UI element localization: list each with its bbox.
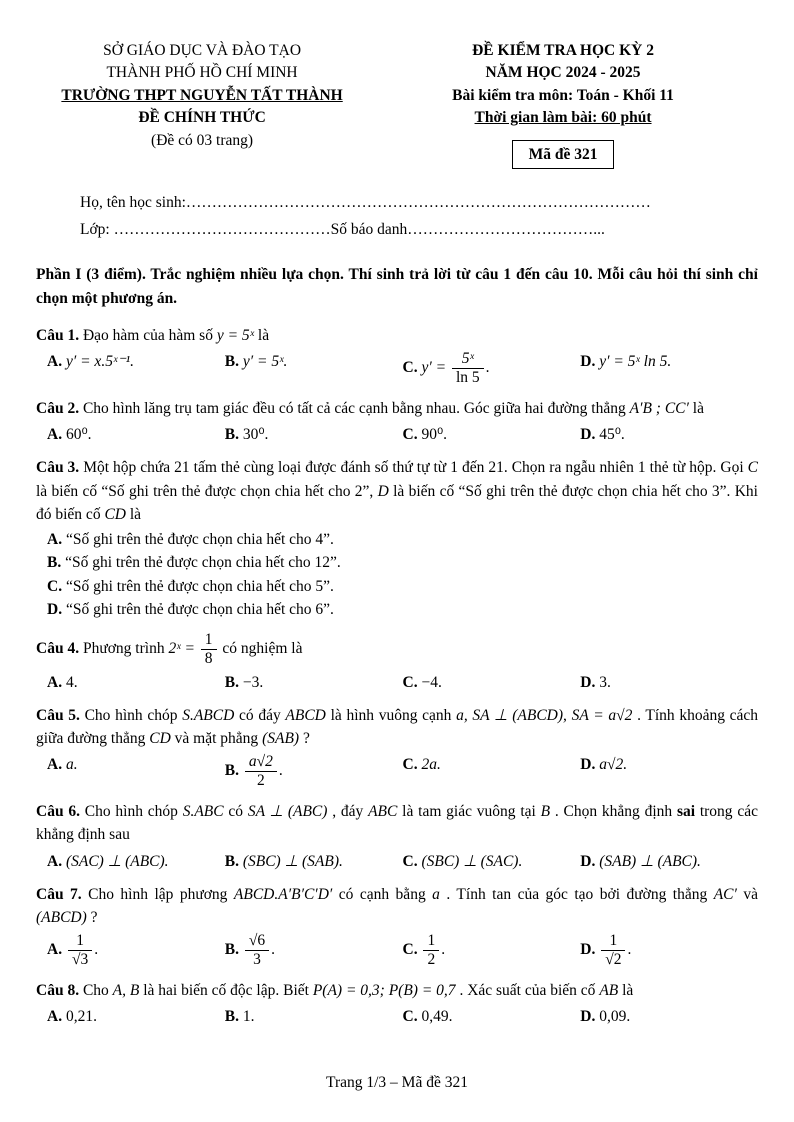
stem-math: ABC [368,803,403,820]
option-value: (SAC) ⊥ (ABC). [65,852,169,870]
question-8-options [36,1005,758,1028]
option-letter: A. [47,673,63,691]
question-8-label: Câu 8. [36,981,80,999]
option-letter: C. [402,756,418,774]
option-value: y′ = x.5ˣ⁻¹. [65,353,135,371]
stem-math: (SAB) [262,730,300,748]
option-5A [47,753,225,776]
stem-text: là tam giác vuông tại [402,803,541,820]
stem-text: và mặt phẳng [174,730,263,748]
option-letter: C. [402,1008,418,1026]
stem-text: Cho [82,981,113,999]
page-footer: Trang 1/3 – Mã đề 321 [326,1073,468,1091]
option-2A [47,423,225,446]
option-punct: . [278,762,283,780]
question-1-label: Câu 1. [36,326,80,344]
option-letter: D. [580,426,596,443]
student-name-line: Họ, tên học sinh:……………………………………………………………………………… [80,194,651,212]
question-3-stem [36,456,758,526]
option-7A [47,932,225,969]
fraction-numerator: 1 [423,932,439,951]
stem-text: là [257,326,270,344]
question-3-label: Câu 3. [36,459,80,477]
option-letter: A. [47,353,63,371]
question-1 [36,324,758,387]
stem-text: là biến cố “Số ghi trên thẻ được chọn chia hết cho 2”, [36,482,378,500]
option-value: 1. [242,1008,255,1026]
option-6A [47,850,225,873]
option-3C [47,575,758,598]
option-4A [47,671,225,694]
option-letter: B. [224,852,239,870]
question-6-stem [36,800,758,847]
option-value: a. [65,756,78,774]
stem-text: trong các khẳng định sau [36,803,758,844]
option-value: 45⁰. [599,426,625,443]
option-value: 90⁰. [421,426,448,443]
option-value: y′ = 5ˣ ln 5. [599,353,672,371]
option-3A [47,528,758,551]
option-letter: B. [224,353,239,371]
stem-text: Cho hình lăng trụ tam giác đều có tất cả các cạnh bằng nhau. Góc giữa hai đường thẳng [82,399,630,417]
option-value: 60⁰. [65,426,92,443]
option-6B [225,850,403,873]
fraction [66,932,94,969]
stem-text: có [228,803,248,820]
fraction-denominator: √3 [71,951,89,969]
fraction-numerator: 1 [68,932,92,951]
header-left-block [36,40,368,169]
option-3B [47,551,758,574]
fraction [421,932,441,969]
stem-math: a [432,885,440,903]
header-right-block [368,40,758,169]
option-letter: C. [402,359,418,376]
question-8 [36,979,758,1029]
option-value: 0,09. [599,1008,631,1026]
fraction-numerator: 1 [601,932,625,951]
option-letter: C. [402,426,418,443]
option-2C [403,423,581,446]
stem-text: có cạnh bằng [338,885,433,903]
fraction-denominator: ln 5 [455,368,480,386]
option-6D [580,850,758,873]
option-1D [580,350,758,373]
option-punct: . [441,941,446,959]
option-letter: A. [47,1008,63,1026]
fraction-denominator: 8 [204,649,213,667]
stem-math: SA ⊥ (ABC) [247,803,328,820]
stem-text: . Chọn khẳng định [554,803,677,820]
option-letter: B. [224,941,239,959]
stem-text: . Tính tan của góc tạo bởi đường thẳng [446,885,714,903]
option-value: a√2. [599,756,628,774]
option-5D [580,753,758,776]
department-name: SỞ GIÁO DỤC VÀ ĐÀO TẠO [103,42,302,59]
stem-text: , đáy [332,803,369,820]
stem-text: Một hộp chứa 21 tấm thẻ cùng loại được đánh số thứ tự từ 1 đến 21. Chọn ra ngẫu nhiên 1 thẻ từ hộp. Gọi [83,459,748,477]
option-6C [403,850,581,873]
stem-text: Cho hình chóp [84,706,183,724]
fraction-denominator: 2 [256,772,265,790]
option-letter: D. [580,673,596,691]
fraction-denominator: 2 [427,951,436,969]
stem-text: . Xác suất của biến cố [459,981,600,999]
question-4-label: Câu 4. [36,639,80,657]
option-2B [225,423,403,446]
option-value: 2a. [421,756,441,774]
question-5-options [36,753,758,790]
fraction [599,932,627,969]
question-8-stem [36,979,758,1002]
student-info [80,189,758,243]
fraction [199,631,219,668]
option-letter: A. [47,941,63,959]
stem-math: C [747,459,758,477]
stem-math: A, B [112,981,144,999]
option-value: 0,21. [65,1008,97,1026]
city-name: THÀNH PHỐ HỒ CHÍ MINH [106,64,298,82]
question-3 [36,456,758,621]
option-value: (SAB) ⊥ (ABC). [599,852,701,870]
option-value: 3. [599,673,611,691]
stem-math: y = 5ˣ [216,326,255,344]
question-4-options [36,671,758,694]
option-value: “Số ghi trên thẻ được chọn chia hết cho 12”. [65,554,341,572]
option-letter: B. [224,1008,239,1026]
option-value: −4. [421,673,442,691]
fraction-numerator: a√2 [245,753,277,772]
option-5B [225,753,403,790]
part1-heading: Phần I (3 điểm). Trắc nghiệm nhiều lựa chọn. Thí sinh trả lời từ câu 1 đến câu 10. Mỗi câu hỏi thí sinh chỉ chọn một phương án. [36,266,758,307]
option-4D [580,671,758,694]
option-letter: A. [47,531,63,548]
question-6-label: Câu 6. [36,803,80,820]
question-6-options [36,850,758,873]
option-letter: A. [47,756,63,774]
fraction [450,350,486,387]
question-1-stem [36,324,758,347]
option-letter: D. [580,852,596,870]
stem-text: Cho hình chóp [84,803,183,820]
option-punct: . [271,941,275,959]
option-letter: A. [47,852,63,870]
option-4C [403,671,581,694]
stem-emphasis-sai: sai [676,803,696,820]
option-letter: D. [580,756,596,774]
option-letter: D. [580,941,596,959]
stem-math: D [377,482,389,500]
option-8D [580,1005,758,1028]
stem-math: CD [149,730,175,748]
exam-header [36,40,758,169]
option-5C [403,753,581,776]
option-8C [403,1005,581,1028]
duration-line: Thời gian làm bài: 60 phút [474,109,652,127]
option-1C [403,350,581,387]
stem-text: Phương trình [82,639,169,657]
option-value: “Số ghi trên thẻ được chọn chia hết cho 4”. [65,531,334,548]
question-7-options [36,932,758,969]
stem-math: CD [104,505,126,523]
option-7D [580,932,758,969]
option-8A [47,1005,225,1028]
option-value: “Số ghi trên thẻ được chọn chia hết cho 5”. [65,577,334,595]
stem-text: là [692,399,704,417]
fraction-numerator: 5ˣ [452,350,484,369]
question-2-options [36,423,758,446]
option-1A [47,350,225,373]
student-class-line: Lớp: ……………………………………Số báo danh………………………………... [80,221,605,239]
question-2 [36,397,758,447]
stem-text: có nghiệm là [222,639,303,657]
option-value: 0,49. [421,1008,453,1026]
stem-math: 2ˣ = [168,639,199,657]
option-8B [225,1005,403,1028]
option-math-pre: y′ = [421,359,450,376]
option-letter: D. [580,353,596,371]
stem-text: là [129,505,142,523]
question-3-options [36,528,758,621]
fraction [243,753,279,790]
option-letter: B. [224,426,239,443]
fraction [243,932,271,969]
fraction-numerator: 1 [201,631,217,650]
stem-math: S.ABC [182,803,229,820]
question-4 [36,631,758,694]
option-letter: B. [224,673,239,691]
question-7 [36,883,758,969]
stem-text: . Tính khoảng cách giữa đường thẳng [36,706,759,748]
question-7-stem [36,883,758,930]
option-letter: C. [402,852,418,870]
question-1-options [36,350,758,387]
option-value: (SBC) ⊥ (SAB). [242,852,343,870]
option-punct: . [627,941,632,959]
subject-line: Bài kiểm tra môn: Toán - Khối 11 [452,86,674,104]
stem-math: ABCD [285,706,331,724]
stem-math: S.ABCD [182,706,239,724]
stem-math: P(A) = 0,3; P(B) = 0,7 [312,981,456,999]
question-6 [36,800,758,873]
option-letter: B. [47,554,62,572]
option-letter: C. [47,577,63,595]
fraction-denominator: 3 [253,951,261,969]
stem-math: AC′ [713,885,744,903]
stem-math: AB [599,981,623,999]
option-7C [403,932,581,969]
stem-text: là [622,981,634,999]
fraction-numerator: √6 [245,932,269,951]
option-value: y′ = 5ˣ. [242,353,288,371]
option-value: 30⁰. [242,426,269,443]
option-value: 4. [65,673,78,691]
stem-text: và [743,885,759,903]
option-punct: . [94,941,99,959]
question-2-label: Câu 2. [36,399,80,417]
option-1B [225,350,403,373]
stem-math: ABCD.A′B′C′D′ [233,885,339,903]
stem-text: là hình vuông cạnh [330,706,457,724]
option-7B [225,932,403,969]
school-name: TRƯỜNG THPT NGUYỄN TẤT THÀNH [61,86,343,104]
question-5-label: Câu 5. [36,706,80,724]
question-7-label: Câu 7. [36,885,82,903]
stem-text: ? [90,909,98,926]
option-letter: B. [224,762,239,780]
option-letter: D. [47,600,63,618]
question-4-stem [36,631,758,668]
stem-text: là biến cố “Số ghi trên thẻ được chọn chia hết cho 3”. Khi đó biến cố [36,482,758,523]
stem-math: a, SA ⊥ (ABCD), SA = a√2 [456,706,633,724]
option-letter: C. [402,941,418,959]
stem-text: Đạo hàm của hàm số [82,326,217,344]
option-letter: D. [580,1008,596,1026]
option-letter: C. [402,673,418,691]
stem-math: A′B ; CC′ [629,399,689,417]
question-5 [36,704,758,790]
exam-title: ĐỀ KIỂM TRA HỌC KỲ 2 [472,42,654,59]
exam-code-box: Mã đề 321 [512,140,615,169]
stem-text: là hai biến cố độc lập. Biết [143,981,313,999]
question-2-stem [36,397,758,420]
option-punct: . [485,359,490,376]
option-3D [47,598,758,621]
option-value: “Số ghi trên thẻ được chọn chia hết cho 6”. [65,600,334,618]
option-value: −3. [242,673,264,691]
pages-note: (Đề có 03 trang) [151,131,254,149]
option-value: (SBC) ⊥ (SAC). [421,852,523,870]
option-letter: A. [47,426,63,443]
school-year: NĂM HỌC 2024 - 2025 [485,64,641,82]
stem-math: (ABCD) [36,909,87,926]
stem-text: có đáy [239,706,286,724]
exam-code-wrap [368,130,758,169]
official-exam-label: ĐỀ CHÍNH THỨC [138,109,266,127]
stem-text: Cho hình lập phương [88,885,234,903]
fraction-denominator: √2 [605,951,622,969]
option-4B [225,671,403,694]
option-2D [580,423,758,446]
stem-math: B [540,803,551,820]
question-5-stem [36,704,758,751]
stem-text: ? [302,730,310,748]
